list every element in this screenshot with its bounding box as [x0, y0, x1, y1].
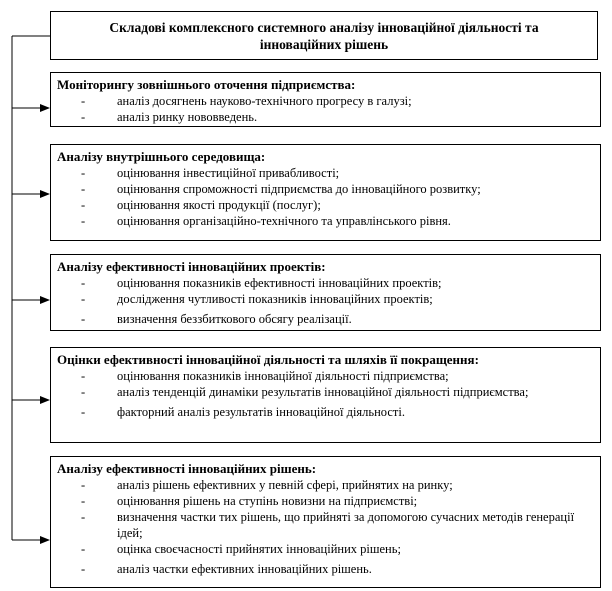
bullet-list — [57, 165, 594, 229]
bullet-dash: - — [81, 562, 86, 576]
list-item — [57, 109, 594, 125]
bullet-dash: - — [81, 312, 86, 326]
list-item — [57, 275, 594, 291]
bullet-dash: - — [81, 94, 86, 108]
list-item-text: оцінювання організаційно-технічного та управлінського рівня. — [117, 214, 451, 228]
list-item-text: оцінювання показників інноваційної діяльності підприємства; — [117, 369, 449, 383]
list-item-text: аналіз частки ефективних інноваційних рішень. — [117, 562, 372, 576]
list-item — [57, 493, 594, 509]
bullet-dash: - — [81, 198, 86, 212]
bullet-dash: - — [81, 405, 86, 419]
list-item — [57, 181, 594, 197]
list-item — [57, 213, 594, 229]
bullet-dash: - — [81, 166, 86, 180]
diagram-title-line-1: Складові комплексного системного аналізу інноваційної діяльності та — [109, 19, 539, 35]
list-item — [57, 384, 594, 400]
list-item — [57, 165, 594, 181]
list-item-text: аналіз тенденцій динаміки результатів інноваційної діяльності підприємства; — [117, 385, 529, 399]
list-item — [57, 197, 594, 213]
bullet-dash: - — [81, 510, 86, 524]
diagram-title-box — [50, 11, 598, 60]
section-title: Оцінки ефективності інноваційної діяльності та шляхів її покращення: — [57, 352, 479, 367]
bullet-list — [57, 477, 594, 577]
bullet-dash: - — [81, 182, 86, 196]
bullet-dash: - — [81, 385, 86, 399]
diagram-title-line-2: інноваційних рішень — [259, 36, 389, 52]
list-item-text: аналіз досягнень науково-технічного прогресу в галузі; — [117, 94, 412, 108]
list-item-text: оцінка своєчасності прийнятих інноваційних рішень; — [117, 542, 401, 556]
bullet-list — [57, 275, 594, 327]
list-item — [57, 541, 594, 557]
list-item — [57, 509, 594, 541]
section-title: Моніторингу зовнішнього оточення підприємства: — [57, 77, 356, 92]
list-item-text: факторний аналіз результатів інноваційної діяльності. — [117, 405, 405, 419]
list-item — [57, 311, 594, 327]
list-item-text: оцінювання спроможності підприємства до інноваційного розвитку; — [117, 182, 481, 196]
bullet-list — [57, 93, 594, 125]
bullet-dash: - — [81, 214, 86, 228]
section-title: Аналізу ефективності інноваційних проектів: — [57, 259, 326, 274]
bullet-dash: - — [81, 369, 86, 383]
bullet-dash: - — [81, 478, 86, 492]
bullet-dash: - — [81, 542, 86, 556]
section-title: Аналізу внутрішнього середовища: — [57, 149, 266, 164]
section-decision-efficiency — [50, 456, 601, 588]
list-item — [57, 291, 594, 307]
section-internal-environment — [50, 144, 601, 241]
list-item-text: визначення беззбиткового обсягу реалізації. — [117, 312, 352, 326]
bullet-dash: - — [81, 276, 86, 290]
section-project-efficiency — [50, 254, 601, 331]
list-item-text: оцінювання інвестиційної привабливості; — [117, 166, 340, 180]
bullet-list — [57, 368, 594, 420]
list-item-text: аналіз рішень ефективних у певній сфері, прийнятих на ринку; — [117, 478, 453, 492]
list-item — [57, 561, 594, 577]
list-item-text: визначення частки тих рішень, що прийняті за допомогою сучасних методів генерації ідей; — [117, 510, 575, 540]
list-item-text: оцінювання рішень на ступінь новизни на підприємстві; — [117, 494, 418, 508]
list-item — [57, 477, 594, 493]
list-item-text: оцінювання показників ефективності інноваційних проектів; — [117, 276, 442, 290]
section-external-monitoring — [50, 72, 601, 127]
list-item — [57, 93, 594, 109]
list-item-text: аналіз ринку нововведень. — [117, 110, 258, 124]
list-item — [57, 404, 594, 420]
list-item-text: дослідження чутливості показників інноваційних проектів; — [117, 292, 433, 306]
list-item — [57, 368, 594, 384]
bullet-dash: - — [81, 292, 86, 306]
list-item-text: оцінювання якості продукції (послуг); — [117, 198, 321, 212]
bullet-dash: - — [81, 494, 86, 508]
section-activity-evaluation — [50, 347, 601, 443]
section-title: Аналізу ефективності інноваційних рішень: — [57, 461, 317, 476]
bullet-dash: - — [81, 110, 86, 124]
